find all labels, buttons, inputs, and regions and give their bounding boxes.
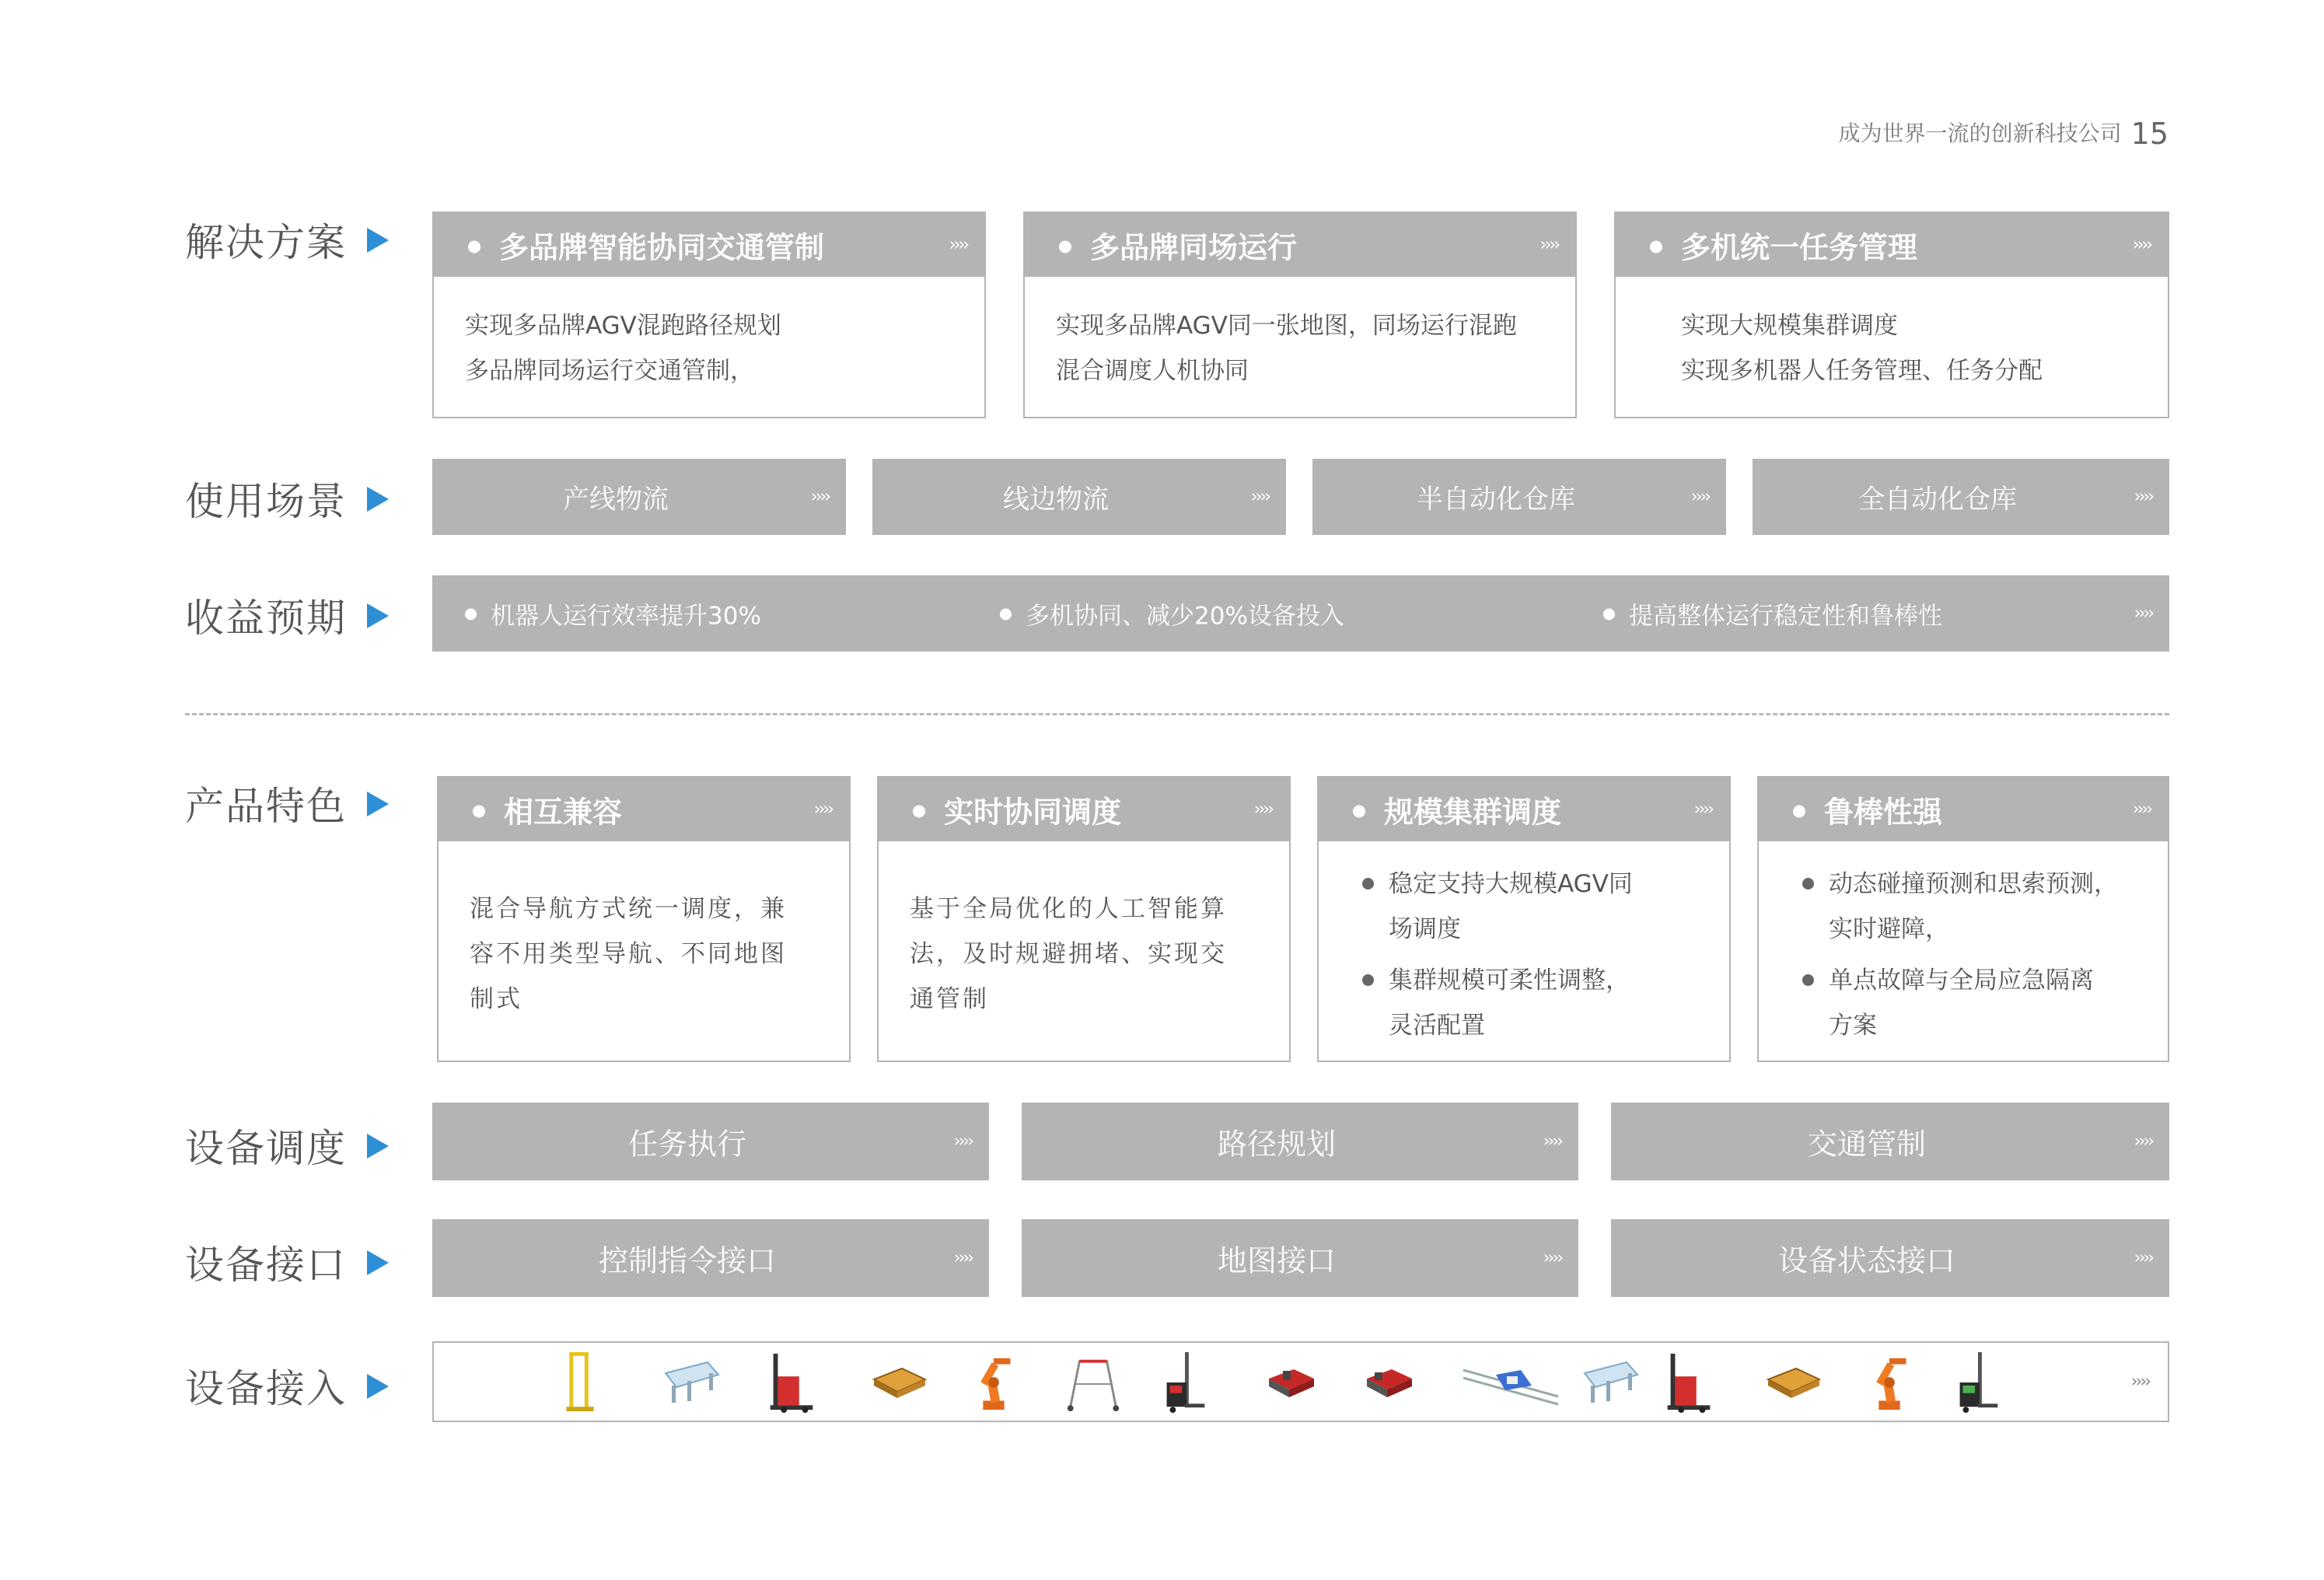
solution-card-body: 实现多品牌AGV同一张地图，同场运行混跑 混合调度人机协同 xyxy=(1056,312,1517,385)
reach-truck-icon xyxy=(1163,1351,1207,1413)
feature-card-header: 相互兼容 ›››› xyxy=(439,778,849,841)
row-label-scenarios: 使用场景 xyxy=(185,470,389,526)
feature-card-body xyxy=(1801,862,2152,1048)
feature-card-compatible xyxy=(437,776,851,1062)
feature-bullet: 动态碰撞预测和思索预测， 实时避障， xyxy=(1801,862,2152,952)
dispatch-tile-path-planning[interactable]: 路径规划 ›››› xyxy=(1022,1103,1578,1180)
feature-card-body: 混合导航方式统一调度，兼 容不用类型导航、不同地图 制式 xyxy=(470,895,787,1013)
benefit-item: 多机协同、减少20%设备投入 xyxy=(1000,596,1344,631)
forklift-red-icon xyxy=(768,1351,815,1413)
reach-truck-icon xyxy=(1956,1351,2000,1413)
solution-card-1 xyxy=(432,211,986,418)
frame-trolley-icon xyxy=(1062,1351,1124,1413)
feature-card-header: 规模集群调度 ›››› xyxy=(1319,778,1729,841)
bullet-dot-icon xyxy=(1650,241,1662,253)
feature-card-body xyxy=(1361,862,1706,1048)
gantry-icon xyxy=(564,1351,596,1413)
bullet-dot-icon xyxy=(1793,806,1805,818)
chevrons-icon: ›››› xyxy=(953,1131,972,1152)
solution-card-body: 实现大规模集群调度 实现多机器人任务管理、任务分配 xyxy=(1681,312,2043,385)
chevrons-icon: ›››› xyxy=(1543,1248,1561,1268)
benefits-bar xyxy=(432,575,2169,652)
row-label-features: 产品特色 xyxy=(185,775,389,831)
dispatch-tile-task-execution[interactable]: 任务执行 ›››› xyxy=(432,1103,989,1180)
benefit-item: 提高整体运行稳定性和鲁棒性 xyxy=(1603,596,1942,631)
row-label-interfaces: 设备接口 xyxy=(185,1234,389,1290)
feature-card-body: 基于全局优化的人工智能算 法，及时规避拥堵、实现交 通管制 xyxy=(910,895,1227,1013)
chevrons-icon: ›››› xyxy=(810,487,829,507)
tugger-icon xyxy=(1362,1351,1417,1413)
feature-bullet: 稳定支持大规模AGV同 场调度 xyxy=(1361,862,1706,952)
benefit-item: 机器人运行效率提升30% xyxy=(465,596,761,631)
bullet-dot-icon xyxy=(473,806,485,818)
triangle-marker-icon xyxy=(367,792,389,816)
equipment-strip xyxy=(432,1341,2169,1422)
latent-agv-icon xyxy=(871,1351,927,1413)
triangle-marker-icon xyxy=(367,487,389,512)
chevrons-icon: ›››› xyxy=(1253,799,1272,820)
feature-card-robust xyxy=(1757,776,2169,1062)
scenario-tile-lineside[interactable]: 线边物流 ›››› xyxy=(872,459,1286,535)
dispatch-tile-traffic-control[interactable]: 交通管制 ›››› xyxy=(1611,1103,2169,1180)
robot-arm-icon xyxy=(1866,1351,1913,1413)
chevrons-icon: ›››› xyxy=(1693,799,1712,820)
solution-card-2 xyxy=(1023,211,1577,418)
bullet-dot-icon xyxy=(465,609,477,620)
row-label-dispatch: 设备调度 xyxy=(185,1117,389,1173)
bullet-dot-icon xyxy=(913,806,925,818)
chevrons-icon: ›››› xyxy=(2132,235,2151,255)
feature-card-cluster xyxy=(1317,776,1731,1062)
row-label-solutions: 解决方案 xyxy=(185,211,389,267)
triangle-marker-icon xyxy=(367,1374,389,1399)
bullet-dot-icon xyxy=(1353,806,1365,818)
interface-tile-control-command[interactable]: 控制指令接口 ›››› xyxy=(432,1219,989,1297)
page-number: 15 xyxy=(2130,117,2168,151)
chevrons-icon: ›››› xyxy=(2134,603,2152,624)
row-label-access: 设备接入 xyxy=(185,1358,389,1414)
chevrons-icon: ›››› xyxy=(2130,1372,2149,1392)
feature-card-header: 实时协同调度 ›››› xyxy=(879,778,1289,841)
solution-card-header: 多机统一任务管理 ›››› xyxy=(1616,213,2168,277)
roller-table-icon xyxy=(661,1351,722,1413)
page-header xyxy=(1839,117,2168,151)
triangle-marker-icon xyxy=(367,1134,389,1159)
interface-tile-device-status[interactable]: 设备状态接口 ›››› xyxy=(1611,1219,2169,1297)
forklift-red-icon xyxy=(1665,1351,1712,1413)
bullet-dot-icon xyxy=(1000,609,1012,620)
feature-card-realtime xyxy=(877,776,1291,1062)
company-slogan: 成为世界一流的创新科技公司 xyxy=(1838,121,2122,146)
solution-card-header: 多品牌同场运行 ›››› xyxy=(1025,213,1575,277)
roller-table-icon xyxy=(1580,1351,1641,1413)
chevrons-icon: ›››› xyxy=(949,235,967,255)
solution-card-header: 多品牌智能协同交通管制 ›››› xyxy=(434,213,984,277)
tugger-icon xyxy=(1264,1351,1319,1413)
scenario-tile-full-auto-warehouse[interactable]: 全自动化仓库 ›››› xyxy=(1753,459,2169,535)
scenario-tile-semi-auto-warehouse[interactable]: 半自动化仓库 ›››› xyxy=(1312,459,1726,535)
chevrons-icon: ›››› xyxy=(2132,799,2151,820)
row-label-benefits: 收益预期 xyxy=(185,587,389,643)
solution-card-body: 实现多品牌AGV混跑路径规划 多品牌同场运行交通管制， xyxy=(465,312,781,385)
conveyor-icon xyxy=(1460,1351,1561,1413)
feature-bullet: 集群规模可柔性调整， 灵活配置 xyxy=(1361,958,1706,1048)
chevrons-icon: ›››› xyxy=(2134,1248,2152,1268)
section-divider xyxy=(185,713,2169,715)
latent-agv-icon xyxy=(1765,1351,1821,1413)
solution-card-3 xyxy=(1614,211,2169,418)
chevrons-icon: ›››› xyxy=(1543,1131,1561,1152)
triangle-marker-icon xyxy=(367,603,389,628)
chevrons-icon: ›››› xyxy=(953,1248,972,1268)
scenario-tile-production-line[interactable]: 产线物流 ›››› xyxy=(432,459,846,535)
chevrons-icon: ›››› xyxy=(2134,487,2152,507)
chevrons-icon: ›››› xyxy=(1690,487,1709,507)
robot-arm-icon xyxy=(970,1351,1017,1413)
bullet-dot-icon xyxy=(468,241,481,253)
feature-card-header: 鲁棒性强 ›››› xyxy=(1759,778,2168,841)
feature-bullet: 单点故障与全局应急隔离 方案 xyxy=(1801,958,2152,1048)
chevrons-icon: ›››› xyxy=(813,799,832,820)
triangle-marker-icon xyxy=(367,1250,389,1275)
triangle-marker-icon xyxy=(367,228,389,253)
chevrons-icon: ›››› xyxy=(1539,235,1558,255)
chevrons-icon: ›››› xyxy=(1250,487,1269,507)
bullet-dot-icon xyxy=(1603,609,1615,620)
bullet-dot-icon xyxy=(1059,241,1071,253)
interface-tile-map[interactable]: 地图接口 ›››› xyxy=(1022,1219,1578,1297)
chevrons-icon: ›››› xyxy=(2134,1131,2152,1152)
